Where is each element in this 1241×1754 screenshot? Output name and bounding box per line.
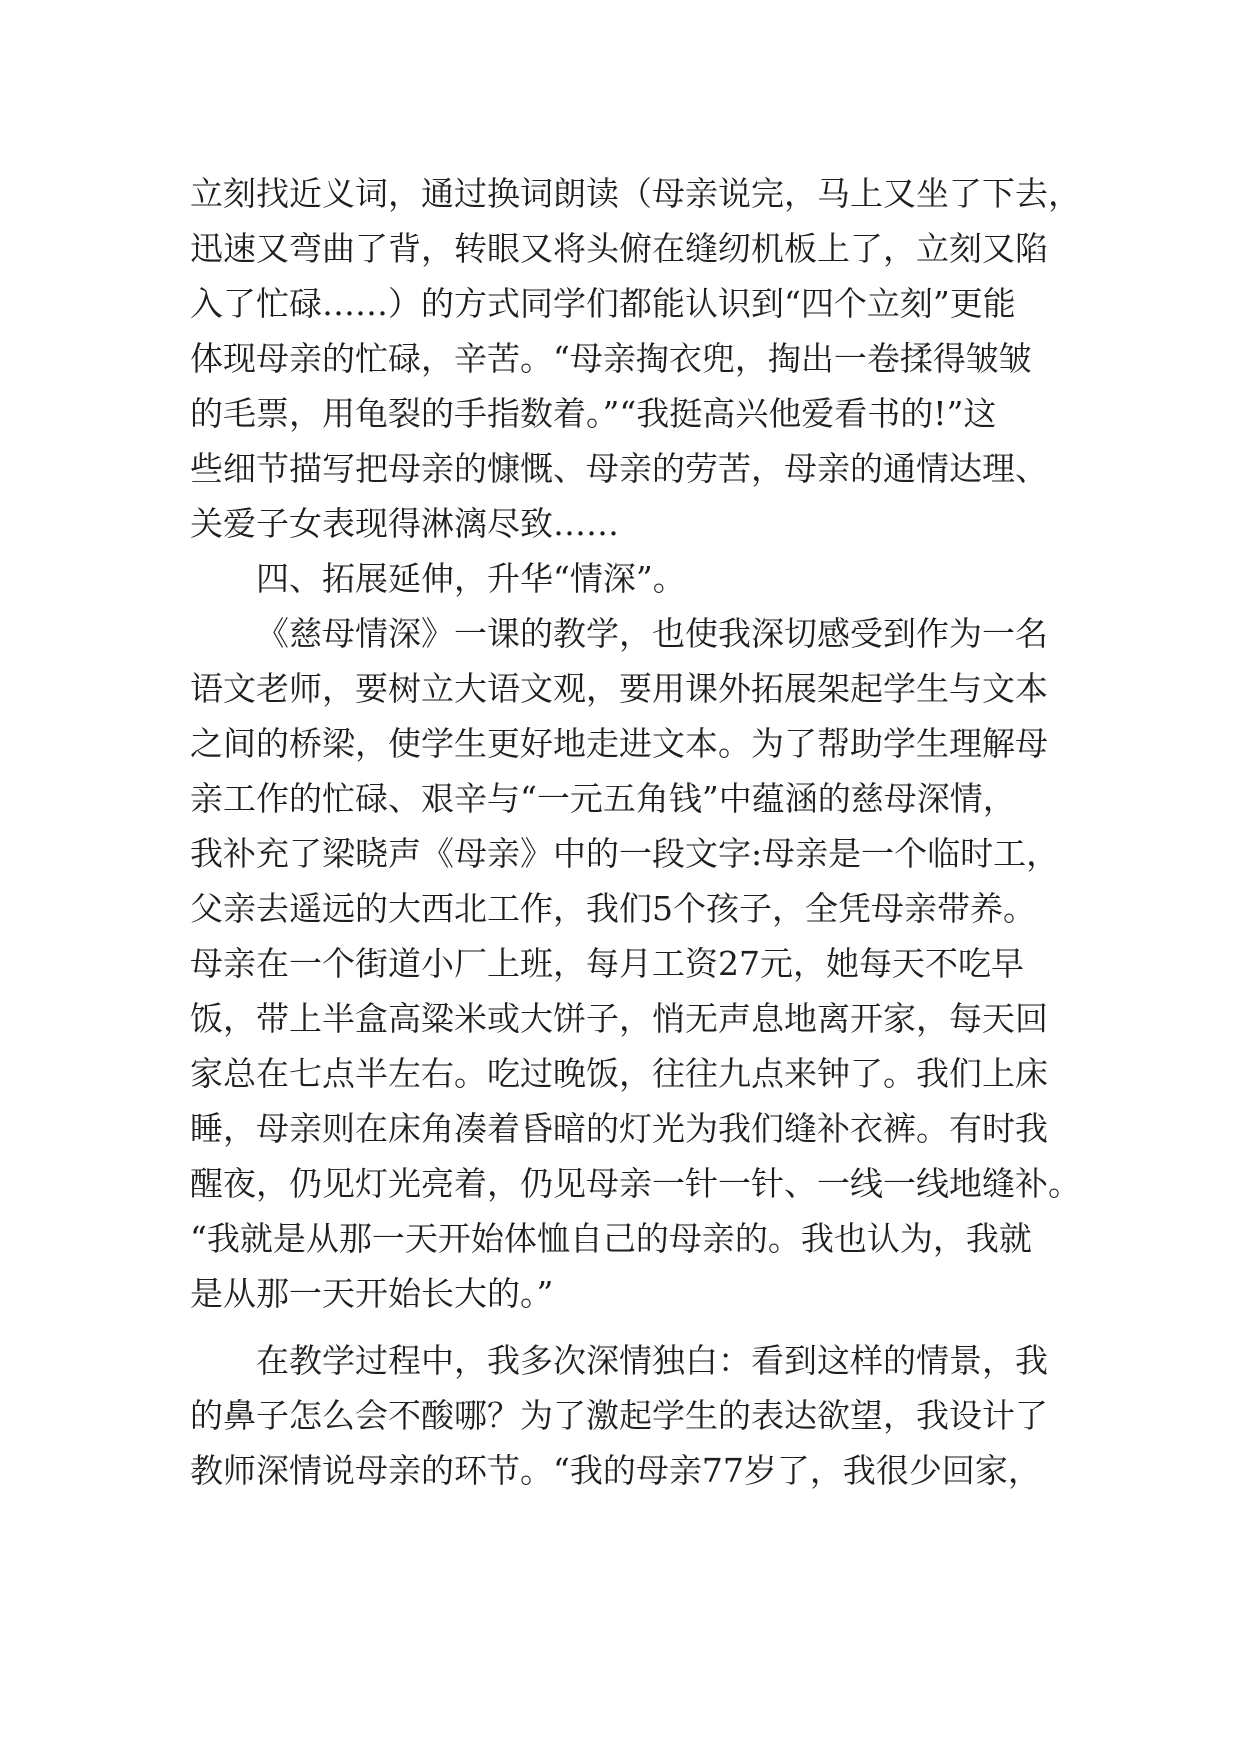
text-line: 入了忙碌……）的方式同学们都能认识到“四个立刻”更能	[190, 284, 1016, 323]
text-line: 的鼻子怎么会不酸哪？为了激起学生的表达欲望，我设计了	[190, 1396, 1048, 1435]
text-line: 关爱子女表现得淋漓尽致……	[190, 504, 619, 543]
text-line: 些细节描写把母亲的慷慨、母亲的劳苦，母亲的通情达理、	[190, 449, 1048, 488]
text-line: 父亲去遥远的大西北工作，我们5个孩子，全凭母亲带养。	[190, 889, 1036, 928]
text-line: 语文老师，要树立大语文观，要用课外拓展架起学生与文本	[190, 669, 1048, 708]
text-line: 体现母亲的忙碌，辛苦。“母亲掏衣兜，掏出一卷揉得皱皱	[190, 339, 1032, 378]
text-line: 在教学过程中，我多次深情独白：看到这样的情景，我	[256, 1341, 1048, 1380]
body-text	[190, 166, 1081, 1498]
text-line: 睡，母亲则在床角凑着昏暗的灯光为我们缝补衣裤。有时我	[190, 1109, 1048, 1148]
text-line: “我就是从那一天开始体恤自己的母亲的。我也认为，我就	[190, 1219, 1032, 1258]
text-line: 饭，带上半盒高粱米或大饼子，悄无声息地离开家，每天回	[190, 999, 1048, 1038]
text-line: 家总在七点半左右。吃过晚饭，往往九点来钟了。我们上床	[190, 1054, 1048, 1093]
section-heading: 四、拓展延伸，升华“情深”。	[256, 559, 686, 598]
text-line: 《慈母情深》一课的教学，也使我深切感受到作为一名	[256, 614, 1048, 653]
text-line: 是从那一天开始长大的。”	[190, 1274, 554, 1313]
text-line: 迅速又弯曲了背，转眼又将头俯在缝纫机板上了，立刻又陷	[190, 229, 1048, 268]
text-line: 之间的桥梁，使学生更好地走进文本。为了帮助学生理解母	[190, 724, 1048, 763]
text-line: 亲工作的忙碌、艰辛与“一元五角钱”中蕴涵的慈母深情，	[190, 779, 1016, 818]
text-line: 我补充了梁晓声《母亲》中的一段文字:母亲是一个临时工，	[190, 834, 1060, 873]
text-line: 立刻找近义词，通过换词朗读（母亲说完，马上又坐了下去，	[190, 174, 1081, 213]
text-line: 醒夜，仍见灯光亮着，仍见母亲一针一针、一线一线地缝补。	[190, 1164, 1081, 1203]
text-line: 教师深情说母亲的环节。“我的母亲77岁了，我很少回家，	[190, 1451, 1041, 1490]
text-line: 母亲在一个街道小厂上班，每月工资27元，她每天不吃早	[190, 944, 1024, 983]
text-line: 的毛票，用龟裂的手指数着。”“我挺高兴他爱看书的!”这	[190, 394, 997, 433]
